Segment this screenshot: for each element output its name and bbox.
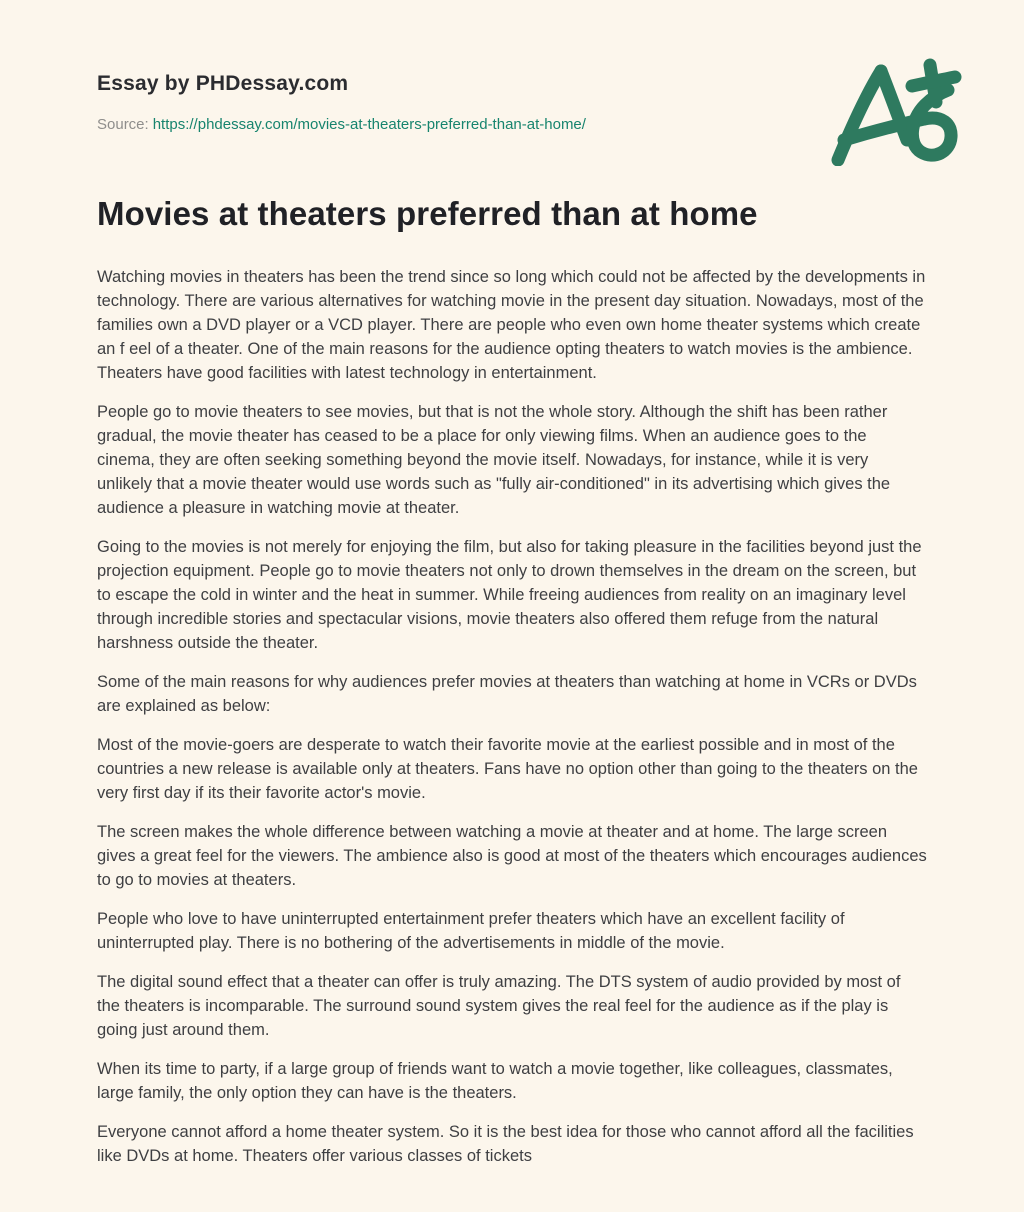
essay-body bbox=[97, 265, 927, 1168]
essay-paragraph: Watching movies in theaters has been the trend since so long which could not be affected by the developments in technology. There are various alternatives for watching movie in the present day situation. Nowadays, most of the families own a DVD player or a VCD player. There are people who even own home theater systems which create an f eel of a theater. One of the main reasons for the audience opting theaters to watch movies is the ambience. Theaters have good facilities with latest technology in entertainment. bbox=[97, 268, 926, 382]
essay-byline: Essay by PHDessay.com bbox=[97, 72, 349, 95]
source-line bbox=[97, 116, 927, 133]
source-url-link[interactable]: https://phdessay.com/movies-at-theaters-preferred-than-at-home/ bbox=[152, 116, 586, 133]
essay-paragraph: The digital sound effect that a theater can offer is truly amazing. The DTS system of audio provided by most of the theaters is incomparable. The surround sound system gives the real feel for the audience as if the play is going just around them. bbox=[97, 973, 901, 1039]
essay-paragraph: The screen makes the whole difference between watching a movie at theater and at home. The large screen gives a great feel for the viewers. The ambience also is good at most of the theaters which encourages audiences to go to movies at theaters. bbox=[97, 823, 927, 889]
essay-title: Movies at theaters preferred than at home bbox=[97, 195, 758, 232]
essay-paragraph: Most of the movie-goers are desperate to watch their favorite movie at the earliest possible and in most of the countries a new release is available only at theaters. Fans have no option other than going to the theaters on the very first day if its their favorite actor's movie. bbox=[97, 736, 918, 802]
essay-paragraph: People go to movie theaters to see movies, but that is not the whole story. Although the shift has been rather gradual, the movie theater has ceased to be a place for only viewing films. When an audience goes to the cinema, they are often seeking something beyond the movie itself. Nowadays, for instance, while it is very unlikely that a movie theater would use words such as "fully air-conditioned" in its advertising which gives the audience a pleasure in watching movie at theater. bbox=[97, 403, 891, 517]
essay-paragraph: Going to the movies is not merely for enjoying the film, but also for taking pleasure in the facilities beyond just the projection equipment. People go to movie theaters not only to drown themselves in the dream on the screen, but to escape the cold in winter and the heat in summer. While freeing audiences from reality on an imaginary level through incredible stories and spectacular visions, movie theaters also offered them refuge from the natural harshness outside the theater. bbox=[97, 538, 922, 652]
a-plus-logo-icon bbox=[824, 58, 962, 166]
essay-paragraph: People who love to have uninterrupted entertainment prefer theaters which have an excellent facility of uninterrupted play. There is no bothering of the advertisements in middle of the movie. bbox=[97, 910, 845, 952]
essay-paragraph: Some of the main reasons for why audiences prefer movies at theaters than watching at home in VCRs or DVDs are explained as below: bbox=[97, 673, 917, 715]
essay-paragraph: When its time to party, if a large group of friends want to watch a movie together, like colleagues, classmates, large family, the only option they can have is the theaters. bbox=[97, 1060, 893, 1102]
essay-paragraph: Everyone cannot afford a home theater system. So it is the best idea for those who cannot afford all the facilities like DVDs at home. Theaters offer various classes of tickets bbox=[97, 1123, 914, 1165]
source-label: Source: bbox=[97, 116, 149, 133]
